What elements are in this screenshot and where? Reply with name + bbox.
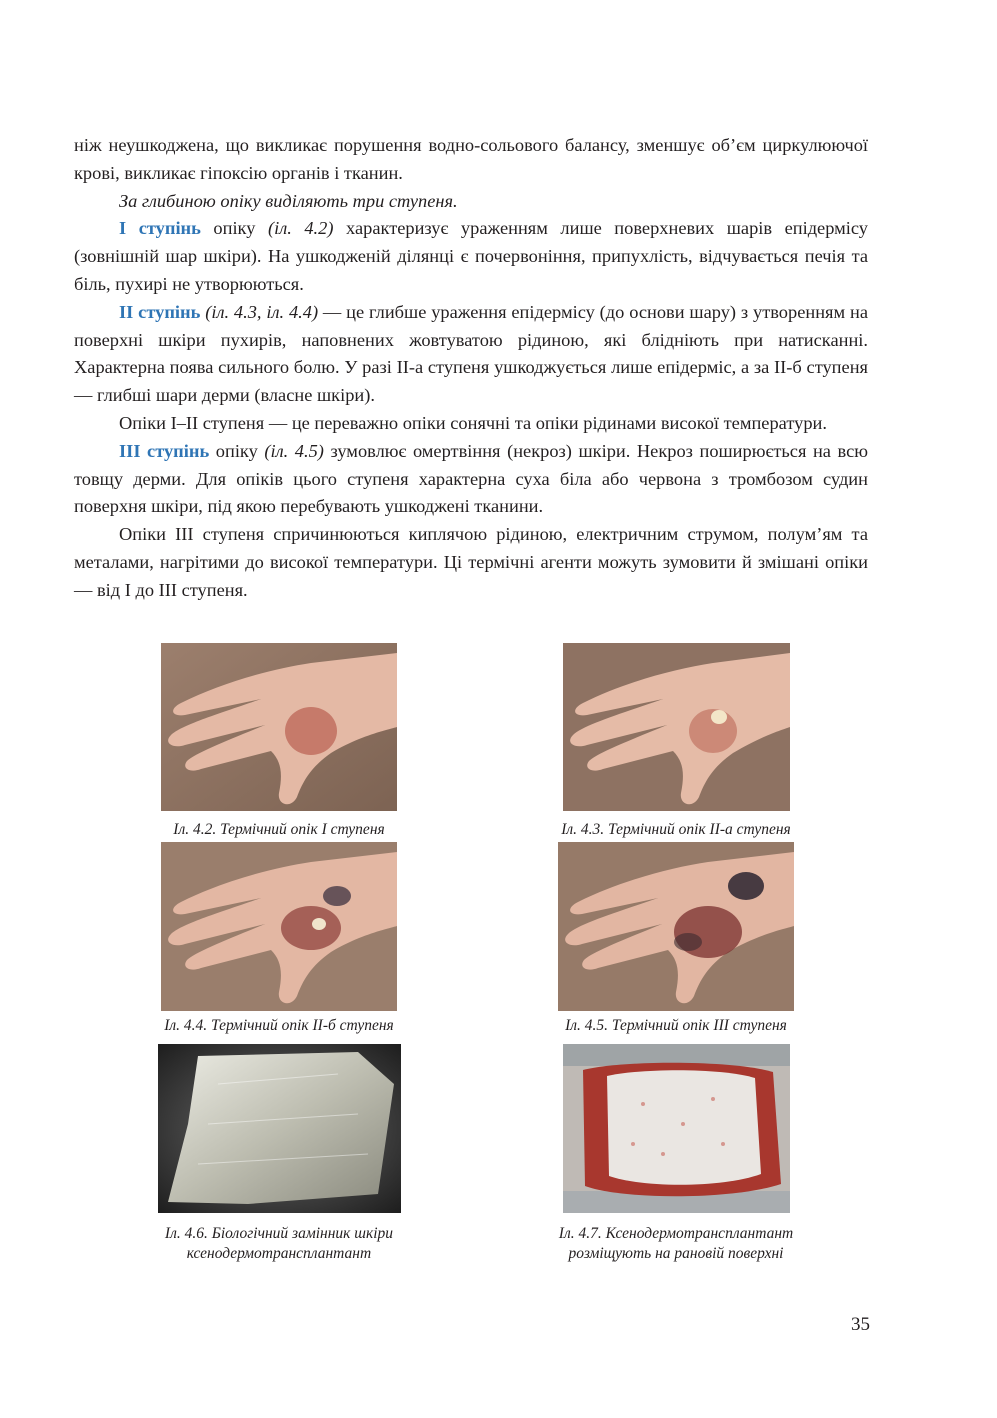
figure-ref: (іл. 4.2) <box>267 218 334 239</box>
paragraph-3-text-b: характеризує ураженням лише поверхневих шарів епідермісу (зовнішній шар шкіри). На ушкодженій ділянці є почервоніння, припухлість, відчувається печія та біль, пухирі не утворюються. <box>74 218 869 294</box>
burn-degree-3-photo <box>558 842 794 1011</box>
burn-degree-2a-photo <box>563 643 790 811</box>
figure-4-4-caption: Іл. 4.4. Термічний опік II-б ступеня <box>164 1017 394 1034</box>
xenograft-on-wound-photo <box>563 1044 790 1213</box>
burn-degree-2b-photo <box>161 842 397 1011</box>
paragraph-5: Опіки I–II ступеня — це переважно опіки сонячні та опіки рідинами високої температури. <box>119 412 827 433</box>
figure-4-6-caption-line-1: Іл. 4.6. Біологічний замінник шкіри <box>164 1225 394 1242</box>
degree-1-term: I ступінь <box>119 218 201 239</box>
paragraph-4-text-b: — це глибше ураження епідермісу (до основи шару) з утворенням на поверхні шкіри пухирів, наповнених жовтуватою рідиною, які блідніють при натисканні. Характерна поява сильного болю. У разі II-а ступеня ушкоджується лише епідерміс, а за II-б ступеня — глибші шари дерми (власне шкіри). <box>74 301 868 406</box>
degree-3-term: III ступінь <box>119 440 210 461</box>
degree-2-term: II ступінь <box>119 301 201 322</box>
figure-4-5-caption: Іл. 4.5. Термічний опік III ступеня <box>565 1017 787 1034</box>
paragraph-7: Опіки III ступеня спричинюються киплячою рідиною, електричним струмом, полум’ям та металами, нагрітими до високої температури. Ці термічні агенти можуть зумовити й змішані опіки — від I до III ступеня. <box>74 524 868 600</box>
xenograft-skin-photo <box>158 1044 401 1213</box>
figure-4-2-caption: Іл. 4.2. Термічний опік I ступеня <box>173 821 385 838</box>
figure-4-6-caption-line-2: ксенодермотрансплантант <box>186 1245 372 1262</box>
figure-4-7-caption-line-1: Іл. 4.7. Ксенодермотрансплантант <box>558 1225 794 1242</box>
paragraph-4 <box>74 299 868 410</box>
page-number: 35 <box>851 1314 870 1335</box>
burn-degree-1-photo <box>161 643 397 811</box>
figure-4-7-caption-line-2: розміщують на рановій поверхні <box>568 1245 784 1262</box>
paragraph-1: ніж неушкоджена, що викликає порушення водно-сольового балансу, зменшує об’єм циркулюючої крові, викликає гіпоксію органів і тканин. <box>74 135 868 183</box>
body-text <box>74 132 868 605</box>
figure-ref: (іл. 4.3, іл. 4.4) <box>205 301 319 322</box>
figure-4-6-caption <box>99 1224 459 1264</box>
paragraph-3-text-a: опіку <box>200 218 268 239</box>
figure-4-3-caption: Іл. 4.3. Термічний опік II-а ступеня <box>561 821 791 838</box>
figure-4-7-caption <box>496 1224 856 1264</box>
figure-ref: (іл. 4.5) <box>264 440 324 461</box>
paragraph-6 <box>74 438 868 521</box>
paragraph-2: За глибиною опіку виділяють три ступеня. <box>119 190 458 211</box>
paragraph-3 <box>74 215 868 298</box>
paragraph-6-text-a: опіку <box>209 440 265 461</box>
paragraph-6-text-b: зумовлює омертвіння (некроз) шкіри. Некроз поширюється на всю товщу дерми. Для опіків цього ступеня характерна суха біла або червона з тромбозом судин поверхня шкіри, під якою перебувають ушкоджені тканини. <box>74 440 869 517</box>
